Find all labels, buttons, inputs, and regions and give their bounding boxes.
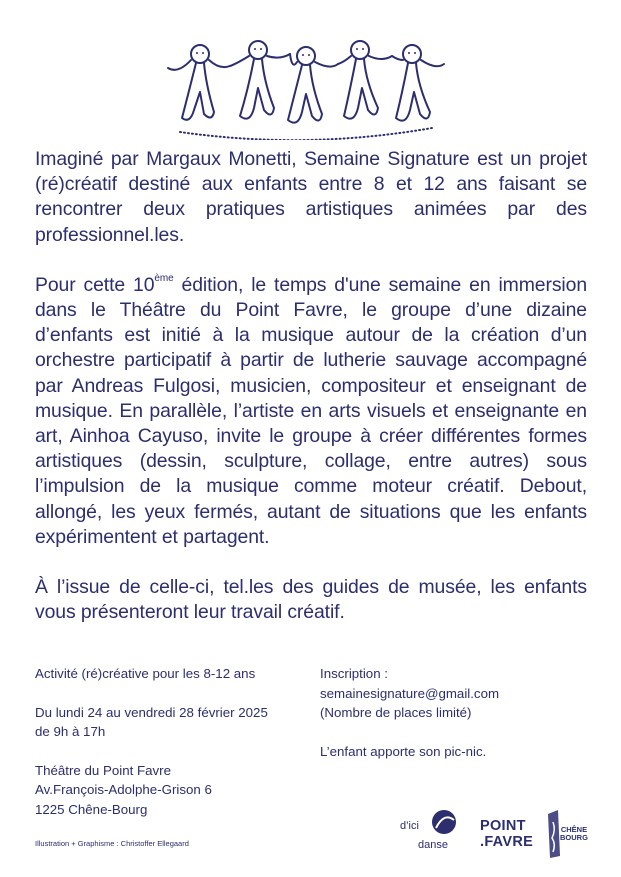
point-text: POINT xyxy=(480,818,526,834)
paragraph-edition-rest: édition, le temps d'une semaine en immersion dans le Théâtre du Point Favre, le groupe d’une dizaine d’enfants est initié à la musique autour de la création d’un orchestre participatif à partir de lutherie sauvage accompagné par Andreas Fulgosi, musicien, compositeur et enseignant de musique. En parallèle, l’artiste en arts visuels et enseignante en art, Ainhoa Cayuso, invite le groupe à créer différentes formes artistiques (dessin, sculpture, collage, entre autres) sous l’impulsion de la musique comme moteur créatif. Debout, allongé, les yeux fermés, autant de situations que les enfants expérimentent et partagent. xyxy=(35,273,587,548)
figure-1 xyxy=(168,45,230,120)
bourg-text: BOURG xyxy=(560,833,588,842)
dici-text: d’ici xyxy=(400,820,419,832)
point-favre-logo xyxy=(480,818,533,850)
paragraph-edition xyxy=(35,273,587,550)
figure-5 xyxy=(392,45,444,121)
paragraph-outcome: À l’issue de celle-ci, tel.les des guides de musée, les enfants vous présenteront leur travail créatif. xyxy=(35,576,587,624)
venue-line: Théâtre du Point Favre xyxy=(35,762,171,778)
practical-info-left xyxy=(35,664,268,820)
street-line: Av.François-Adolphe-Grison 6 xyxy=(35,782,212,798)
ground-shadow xyxy=(180,128,432,140)
dancing-children-illustration xyxy=(160,40,452,140)
activity-line: Activité (ré)créative pour les 8-12 ans xyxy=(35,666,256,681)
credits-line: Illustration + Graphisme : Christoffer Ellegaard xyxy=(35,839,189,848)
paragraph-intro: Imaginé par Margaux Monetti, Semaine Signature est un projet (ré)créatif destiné aux enfants entre 8 et 12 ans faisant se rencontrer deux pratiques artistiques animées par des professionnel.les. xyxy=(35,148,587,246)
paragraph-edition-start: Pour cette 10 xyxy=(35,273,155,296)
ordinal-superscript: ème xyxy=(154,273,174,285)
dici-danse-logo xyxy=(396,806,466,856)
hours-line: de 9h à 17h xyxy=(35,724,106,740)
chene-bourg-logo xyxy=(544,808,596,860)
contact-email[interactable]: semainesignature@gmail.com xyxy=(320,685,500,701)
practical-info-right xyxy=(320,664,499,761)
main-text xyxy=(35,147,587,625)
inscription-label: Inscription : xyxy=(320,666,388,681)
figure-2 xyxy=(230,41,290,119)
city-line: 1225 Chêne-Bourg xyxy=(35,801,148,817)
figure-4 xyxy=(338,41,392,119)
chene-bourg-text xyxy=(560,826,588,842)
figure-3 xyxy=(288,47,338,123)
picnic-note: L’enfant apporte son pic-nic. xyxy=(320,743,487,759)
danse-text: danse xyxy=(418,839,448,851)
limited-places-note: (Nombre de places limité) xyxy=(320,705,472,721)
favre-text: .FAVRE xyxy=(480,834,534,850)
dates-line: Du lundi 24 au vendredi 28 février 2025 xyxy=(35,704,268,720)
chene-text: CHÊNE xyxy=(560,825,588,834)
partner-logos xyxy=(396,806,596,866)
